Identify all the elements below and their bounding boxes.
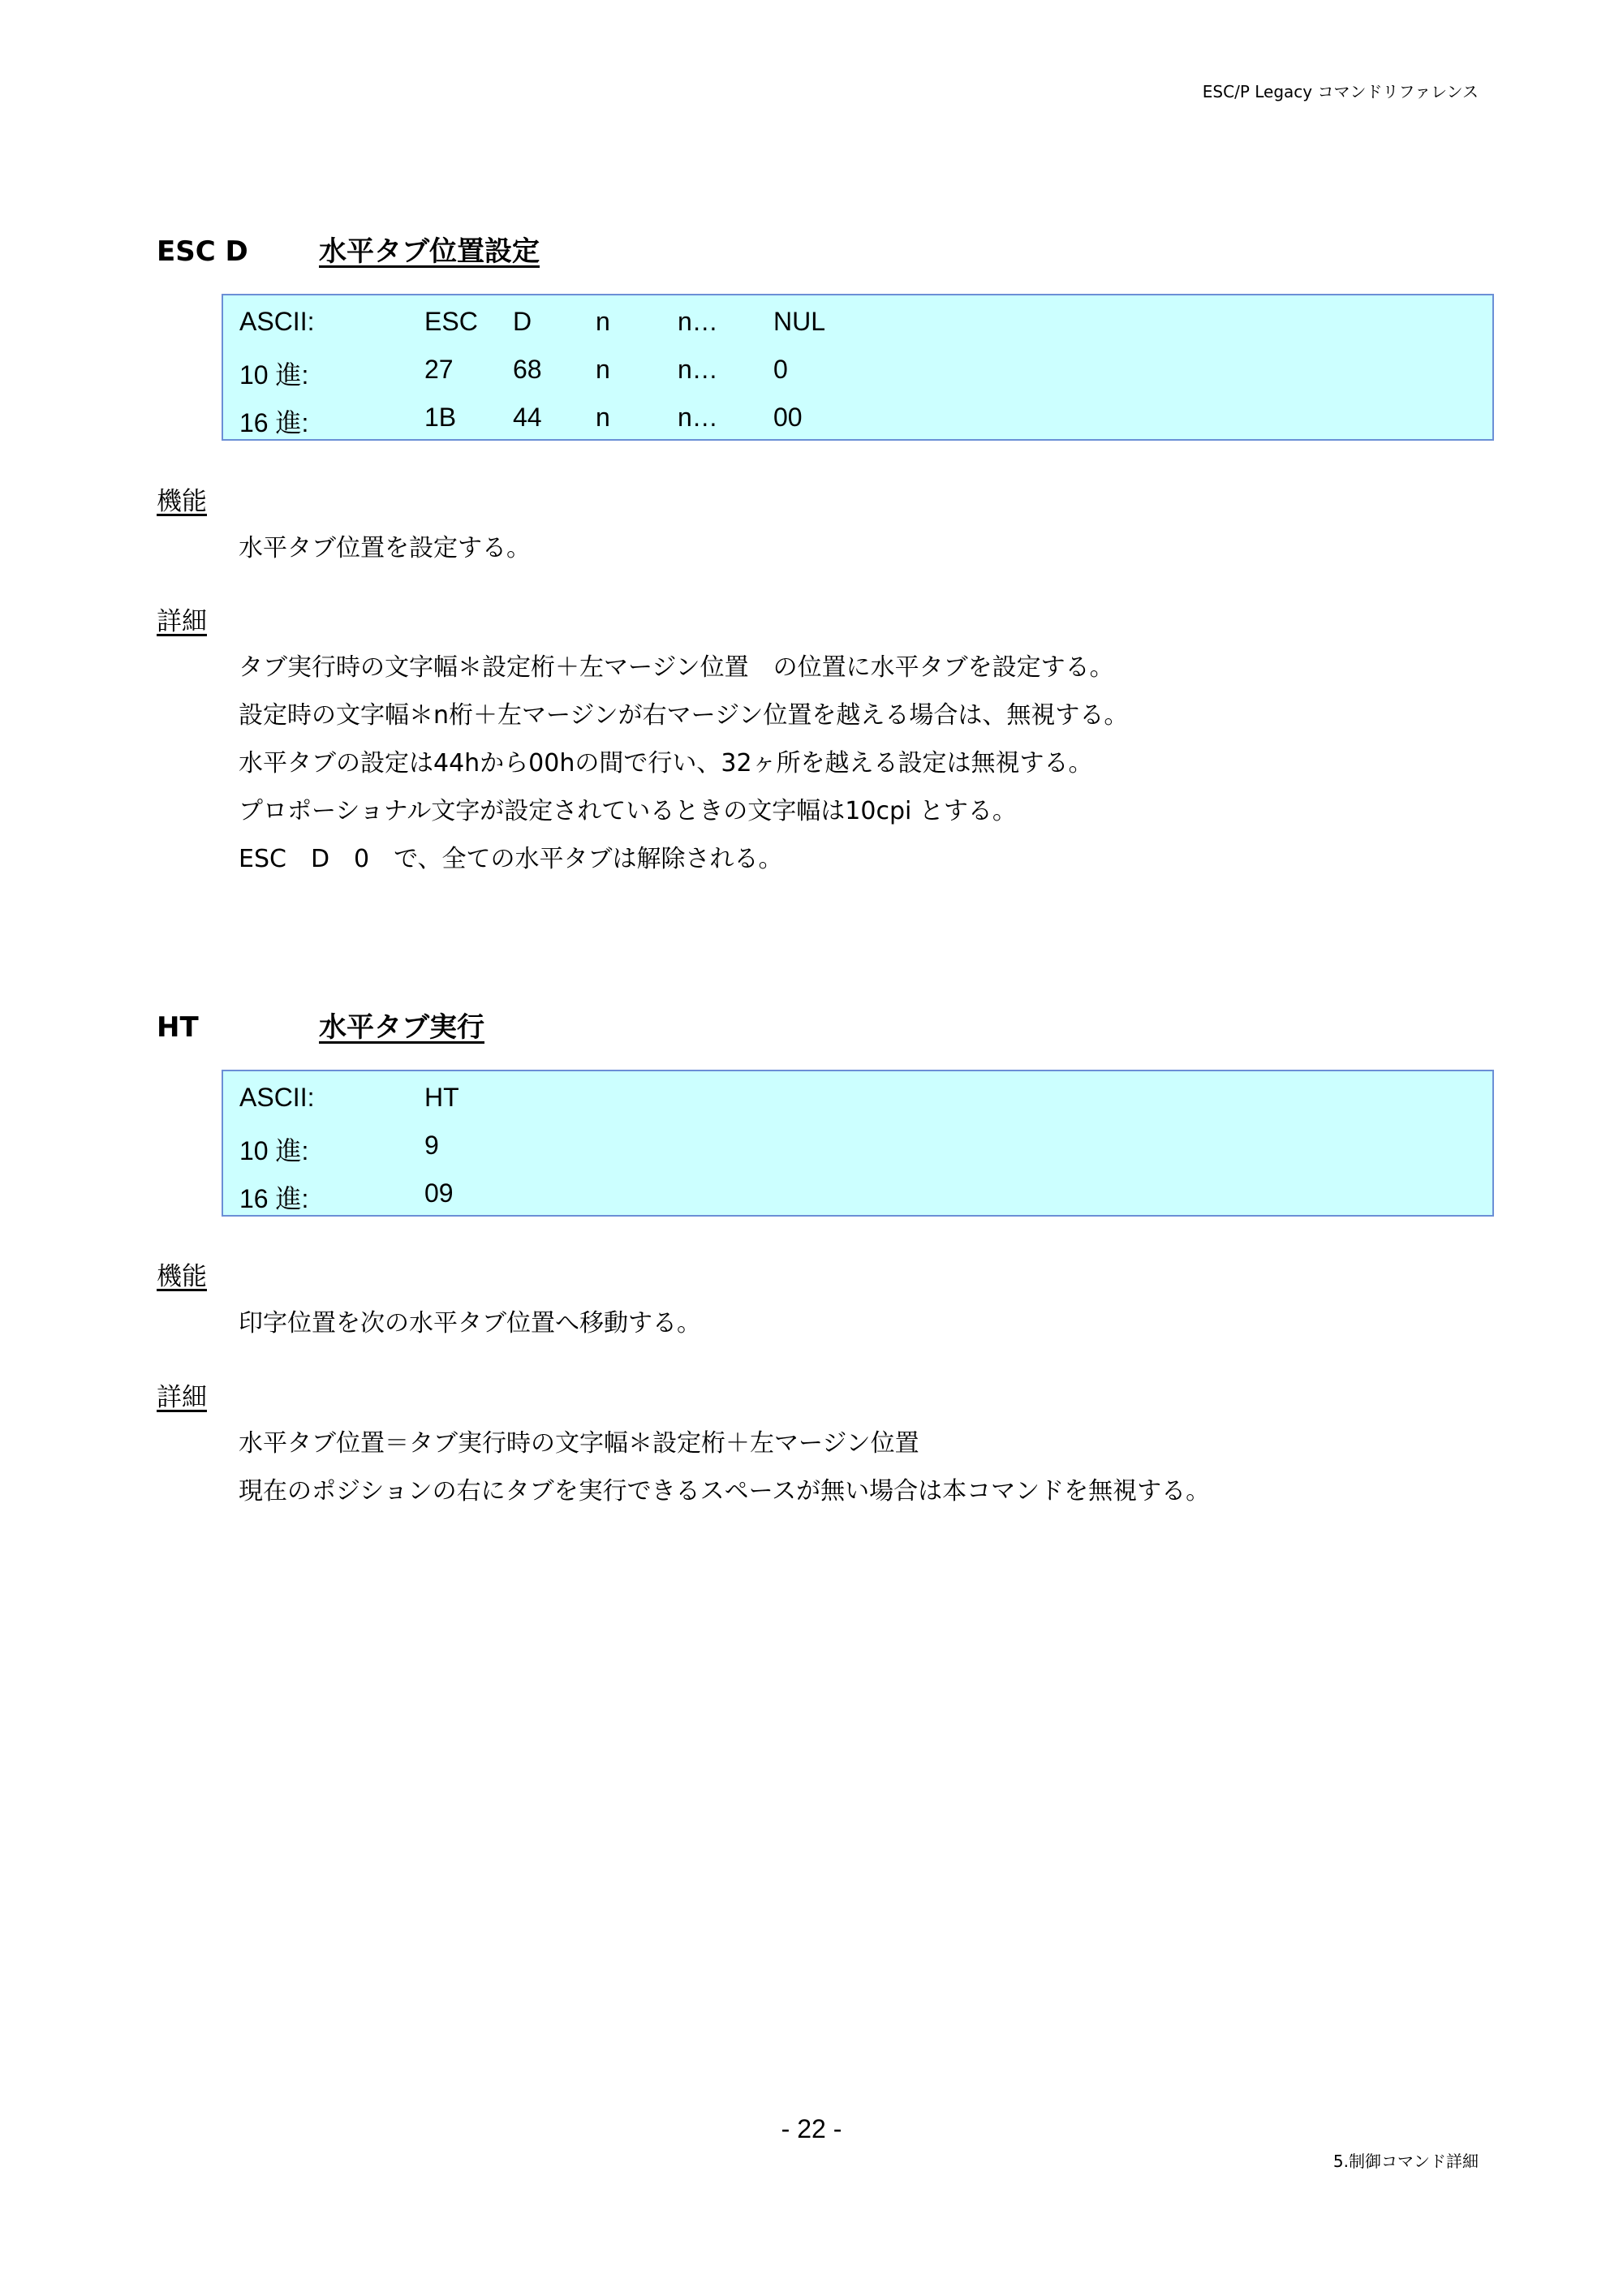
details-label: 詳細 (157, 1383, 207, 1412)
syntax-cell: 00 (773, 403, 803, 432)
syntax-cell: 9 (424, 1131, 439, 1160)
syntax-cell: NUL (773, 307, 826, 336)
command-syntax-box (222, 1070, 1494, 1217)
details-line: タブ実行時の文字幅＊設定桁＋左マージン位置 の位置に水平タブを設定する。 (239, 653, 1114, 682)
function-text: 水平タブ位置を設定する。 (239, 534, 531, 562)
syntax-cell: HT (424, 1083, 459, 1112)
syntax-cell: ASCII: (239, 307, 315, 336)
section-title-esc-d (157, 229, 540, 269)
syntax-cell: 44 (513, 403, 542, 432)
command-name: 水平タブ実行 (319, 1011, 484, 1044)
syntax-row-hex (223, 391, 1492, 439)
page-number: - 22 - (781, 2114, 842, 2143)
syntax-row-decimal (223, 343, 1492, 391)
details-line: 設定時の文字幅＊n桁＋左マージンが右マージン位置を越える場合は、無視する。 (239, 701, 1129, 730)
syntax-row-decimal (223, 1119, 1492, 1167)
syntax-cell: n… (678, 307, 718, 336)
command-code: HT (157, 1011, 199, 1044)
syntax-cell: 16 進: (239, 1184, 309, 1213)
function-label: 機能 (157, 487, 207, 516)
syntax-cell: 68 (513, 355, 542, 384)
function-label: 機能 (157, 1262, 207, 1291)
syntax-cell: 09 (424, 1178, 454, 1208)
syntax-cell: 16 進: (239, 408, 309, 437)
command-name: 水平タブ位置設定 (319, 235, 540, 268)
syntax-cell: n… (678, 355, 718, 384)
syntax-cell: 10 進: (239, 1136, 309, 1165)
details-line: プロポーショナル文字が設定されているときの文字幅は10cpi とする。 (239, 797, 1017, 825)
section-title-ht (157, 1005, 484, 1045)
function-text: 印字位置を次の水平タブ位置へ移動する。 (239, 1309, 701, 1338)
document-header-title: ESC/P Legacy コマンドリファレンス (1202, 82, 1479, 101)
syntax-cell: D (513, 307, 532, 336)
command-code: ESC D (157, 235, 248, 268)
syntax-row-ascii (223, 295, 1492, 343)
syntax-cell: ESC (424, 307, 478, 336)
syntax-cell: 10 進: (239, 360, 309, 390)
details-line: ESC D 0 で、全ての水平タブは解除される。 (239, 845, 783, 873)
syntax-cell: 0 (773, 355, 788, 384)
syntax-cell: n (596, 403, 610, 432)
details-line: 現在のポジションの右にタブを実行できるスペースが無い場合は本コマンドを無視する。 (239, 1477, 1211, 1506)
details-label: 詳細 (157, 607, 207, 636)
syntax-cell: 1B (424, 403, 457, 432)
syntax-cell: n… (678, 403, 718, 432)
command-syntax-box (222, 294, 1494, 441)
chapter-footer: 5.制御コマンド詳細 (1332, 2152, 1479, 2171)
syntax-cell: n (596, 307, 610, 336)
syntax-row-hex (223, 1167, 1492, 1215)
syntax-cell: 27 (424, 355, 454, 384)
details-line: 水平タブの設定は44hから00hの間で行い、32ヶ所を越える設定は無視する。 (239, 749, 1093, 778)
syntax-cell: ASCII: (239, 1083, 315, 1112)
syntax-cell: n (596, 355, 610, 384)
details-line: 水平タブ位置＝タブ実行時の文字幅＊設定桁＋左マージン位置 (239, 1429, 919, 1458)
syntax-row-ascii (223, 1071, 1492, 1119)
